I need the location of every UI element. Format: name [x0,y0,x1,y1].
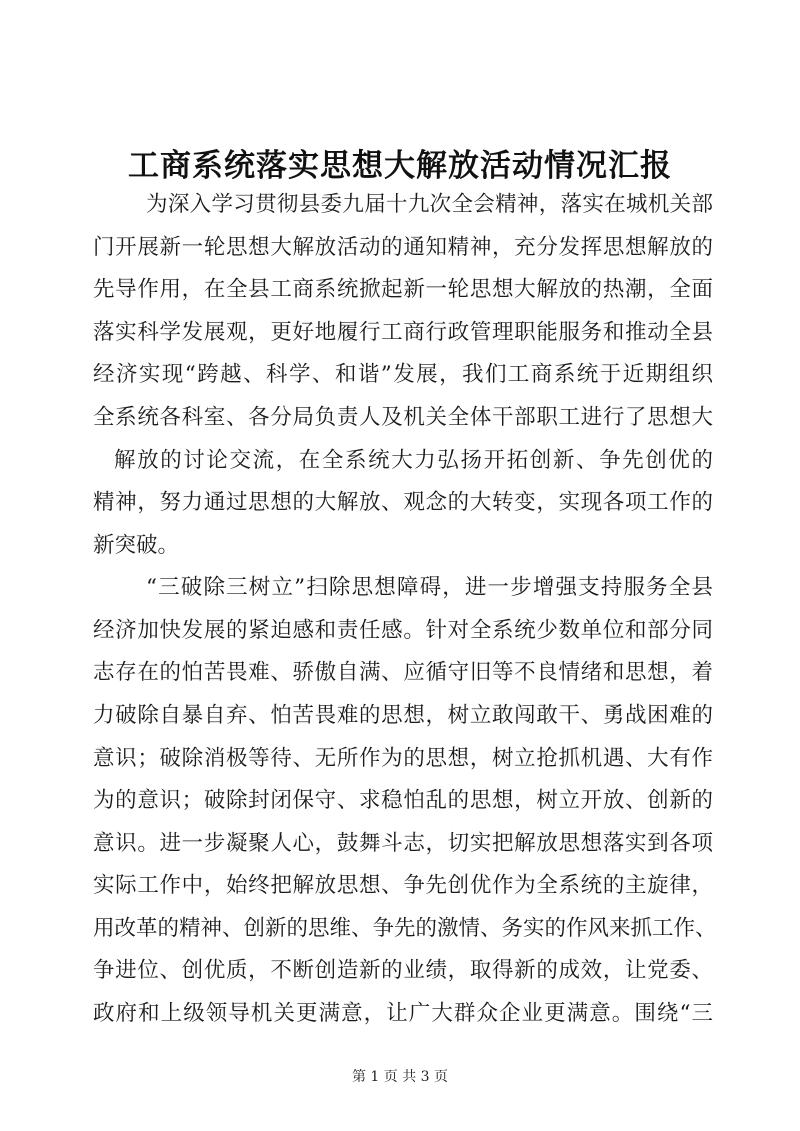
document-title: 工商系统落实思想大解放活动情况汇报 [128,148,672,184]
paragraph-line: 经济实现“跨越、科学、和谐”发展，我们工商系统于近期组织 [93,362,713,387]
paragraph-line: “三破除三树立”扫除思想障碍，进一步增强支持服务全县 [146,575,713,600]
page-footer: 第 1 页 共 3 页 [351,1069,449,1085]
paragraph-line: 精神，努力通过思想的大解放、观念的大转变，实现各项工作的 [93,490,713,515]
paragraph-line: 门开展新一轮思想大解放活动的通知精神，充分发挥思想解放的 [93,235,713,260]
paragraph-line: 志存在的怕苦畏难、骄傲自满、应循守旧等不良情绪和思想，着 [93,660,713,685]
paragraph-line: 为的意识；破除封闭保守、求稳怕乱的思想，树立开放、创新的 [93,788,713,813]
paragraph-line: 政府和上级领导机关更满意，让广大群众企业更满意。围绕“三 [93,1001,713,1026]
paragraph-line: 意识。进一步凝聚人心，鼓舞斗志，切实把解放思想落实到各项 [93,831,713,856]
paragraph-line: 经济加快发展的紧迫感和责任感。针对全系统少数单位和部分同 [93,618,713,643]
paragraph-line: 解放的讨论交流，在全系统大力弘扬开拓创新、争先创优的 [114,448,713,473]
paragraph-line: 先导作用，在全县工商系统掀起新一轮思想大解放的热潮，全面 [93,277,713,302]
paragraph-line: 用改革的精神、创新的思维、争先的激情、务实的作风来抓工作、 [93,916,717,941]
paragraph-line: 新突破。 [93,533,180,558]
paragraph-line: 意识；破除消极等待、无所作为的思想，树立抢抓机遇、大有作 [93,746,713,771]
paragraph-line: 落实科学发展观，更好地履行工商行政管理职能服务和推动全县 [93,320,713,345]
paragraph-line: 力破除自暴自弃、怕苦畏难的思想，树立敢闯敢干、勇战困难的 [93,703,713,728]
paragraph-line: 争进位、创优质，不断创造新的业绩，取得新的成效，让党委、 [93,958,713,983]
paragraph-line: 为深入学习贯彻县委九届十九次全会精神，落实在城机关部 [146,192,713,217]
paragraph-line: 全系统各科室、各分局负责人及机关全体干部职工进行了思想大 [93,405,713,430]
paragraph-line: 实际工作中，始终把解放思想、争先创优作为全系统的主旋律， [93,873,713,898]
